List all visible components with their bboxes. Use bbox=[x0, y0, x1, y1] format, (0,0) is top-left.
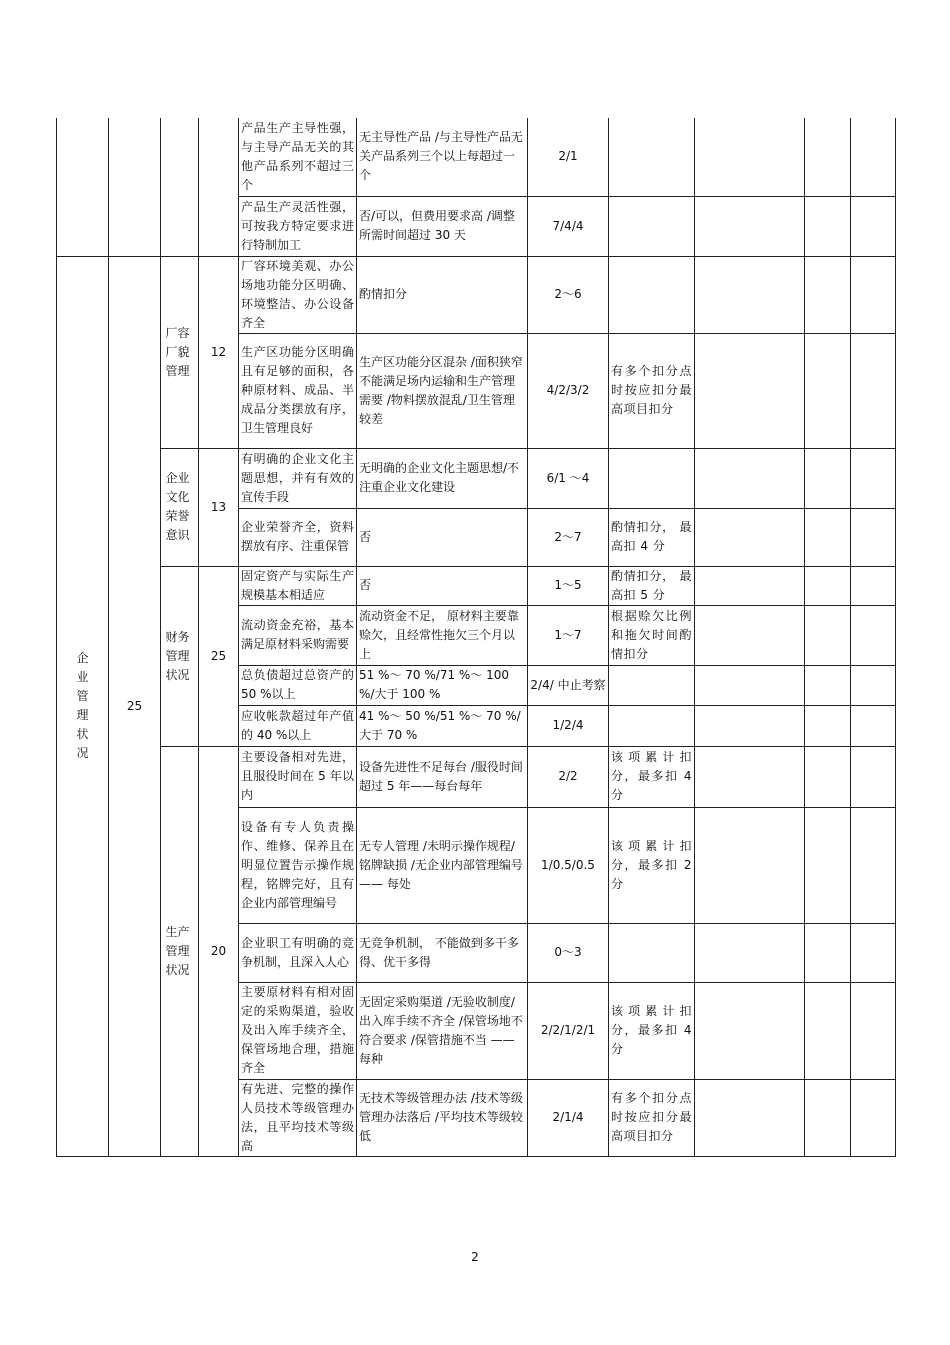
note-cell bbox=[609, 256, 695, 333]
deduction-cell: 设备先进性不足每台 /服役时间超过 5 年——每台每年 bbox=[357, 746, 528, 807]
standard-cell: 总负债超过总资产的 50 %以上 bbox=[239, 665, 357, 705]
empty-cell bbox=[851, 705, 896, 746]
empty-cell bbox=[851, 256, 896, 333]
standard-cell: 设备有专人负责操作、维修、保养且在明显位置告示操作规程，铭牌完好，且有企业内部管理编号 bbox=[239, 807, 357, 923]
empty-cell bbox=[695, 605, 805, 665]
standard-cell: 有明确的企业文化主题思想，并有有效的宣传手段 bbox=[239, 448, 357, 508]
empty-cell bbox=[109, 118, 161, 256]
empty-cell bbox=[851, 1079, 896, 1156]
empty-cell bbox=[199, 118, 239, 256]
deduction-cell: 否 bbox=[357, 566, 528, 605]
empty-cell bbox=[851, 508, 896, 566]
standard-cell: 厂容环境美观、办公场地功能分区明确、环境整洁、办公设备齐全 bbox=[239, 256, 357, 333]
group-name: 厂容厂貌管理 bbox=[165, 325, 190, 378]
points-cell: 1/2/4 bbox=[528, 705, 609, 746]
deduction-cell: 无主导性产品 /与主导性产品无关产品系列三个以上每超过一个 bbox=[357, 118, 528, 196]
standard-cell: 应收帐款超过年产值的 40 %以上 bbox=[239, 705, 357, 746]
standard-cell: 企业职工有明确的竞争机制，且深入人心 bbox=[239, 923, 357, 982]
empty-cell bbox=[805, 196, 851, 256]
note-cell: 根据赊欠比例和拖欠时间酌情扣分 bbox=[609, 605, 695, 665]
points-cell: 6/1 ～4 bbox=[528, 448, 609, 508]
deduction-cell: 无专人管理 /未明示操作规程/铭牌缺损 /无企业内部管理编号 —— 每处 bbox=[357, 807, 528, 923]
deduction-cell: 无固定采购渠道 /无验收制度/出入库手续不齐全 /保管场地不符合要求 /保管措施不当 —— 每种 bbox=[357, 982, 528, 1079]
note-cell bbox=[609, 196, 695, 256]
empty-cell bbox=[805, 1079, 851, 1156]
empty-cell bbox=[695, 448, 805, 508]
empty-cell bbox=[695, 196, 805, 256]
table-row bbox=[57, 448, 896, 508]
note-cell bbox=[609, 665, 695, 705]
empty-cell bbox=[695, 665, 805, 705]
deduction-cell: 无竞争机制， 不能做到多干多得、优干多得 bbox=[357, 923, 528, 982]
empty-cell bbox=[805, 705, 851, 746]
empty-cell bbox=[695, 333, 805, 448]
empty-cell bbox=[805, 746, 851, 807]
table-row bbox=[57, 256, 896, 333]
deduction-cell: 酌情扣分 bbox=[357, 256, 528, 333]
group-score: 20 bbox=[199, 746, 239, 1156]
standard-cell: 产品生产主导性强，与主导产品无关的其他产品系列不超过三个 bbox=[239, 118, 357, 196]
empty-cell bbox=[805, 333, 851, 448]
points-cell: 4/2/3/2 bbox=[528, 333, 609, 448]
note-cell: 酌情扣分， 最高扣 5 分 bbox=[609, 566, 695, 605]
empty-cell bbox=[805, 982, 851, 1079]
empty-cell bbox=[695, 705, 805, 746]
deduction-cell: 无明确的企业文化主题思想/不注重企业文化建设 bbox=[357, 448, 528, 508]
empty-cell bbox=[695, 982, 805, 1079]
empty-cell bbox=[851, 923, 896, 982]
group-name-cell bbox=[161, 746, 199, 1156]
empty-cell bbox=[695, 746, 805, 807]
points-cell: 7/4/4 bbox=[528, 196, 609, 256]
empty-cell bbox=[851, 982, 896, 1079]
points-cell: 1～7 bbox=[528, 605, 609, 665]
empty-cell bbox=[851, 605, 896, 665]
deduction-cell: 流动资金不足， 原材料主要靠赊欠，且经常性拖欠三个月以上 bbox=[357, 605, 528, 665]
empty-cell bbox=[805, 605, 851, 665]
empty-cell bbox=[161, 118, 199, 256]
group-name-cell bbox=[161, 256, 199, 448]
empty-cell bbox=[695, 256, 805, 333]
deduction-cell: 否 bbox=[357, 508, 528, 566]
category-label-cell bbox=[57, 256, 109, 1156]
table-row bbox=[57, 566, 896, 605]
points-cell: 2～6 bbox=[528, 256, 609, 333]
deduction-cell: 无技术等级管理办法 /技术等级管理办法落后 /平均技术等级较低 bbox=[357, 1079, 528, 1156]
note-cell: 有多个扣分点时按应扣分最高项目扣分 bbox=[609, 333, 695, 448]
category-score: 25 bbox=[109, 256, 161, 1156]
standard-cell: 主要原材料有相对固定的采购渠道，验收及出入库手续齐全，保管场地合理，措施齐全 bbox=[239, 982, 357, 1079]
standard-cell: 产品生产灵活性强，可按我方特定要求进行特制加工 bbox=[239, 196, 357, 256]
note-cell: 酌情扣分， 最高扣 4 分 bbox=[609, 508, 695, 566]
empty-cell bbox=[57, 118, 109, 256]
group-score: 13 bbox=[199, 448, 239, 566]
group-name-cell bbox=[161, 566, 199, 746]
points-cell: 2/1 bbox=[528, 118, 609, 196]
empty-cell bbox=[805, 923, 851, 982]
note-cell: 该项累计扣分，最多扣 2 分 bbox=[609, 807, 695, 923]
note-cell: 该项累计扣分，最多扣 4 分 bbox=[609, 746, 695, 807]
note-cell: 有多个扣分点时按应扣分最高项目扣分 bbox=[609, 1079, 695, 1156]
empty-cell bbox=[805, 118, 851, 196]
group-name-cell bbox=[161, 448, 199, 566]
standard-cell: 流动资金充裕，基本满足原材料采购需要 bbox=[239, 605, 357, 665]
points-cell: 1～5 bbox=[528, 566, 609, 605]
empty-cell bbox=[851, 746, 896, 807]
points-cell: 2/4/ 中止考察 bbox=[528, 665, 609, 705]
empty-cell bbox=[695, 566, 805, 605]
group-name: 企业文化荣誉意识 bbox=[165, 471, 190, 542]
empty-cell bbox=[805, 807, 851, 923]
note-cell: 该项累计扣分，最多扣 4 分 bbox=[609, 982, 695, 1079]
deduction-cell: 否/可以，但费用要求高 /调整所需时间超过 30 天 bbox=[357, 196, 528, 256]
deduction-cell: 41 %～ 50 %/51 %～ 70 %/大于 70 % bbox=[357, 705, 528, 746]
empty-cell bbox=[851, 448, 896, 508]
standard-cell: 企业荣誉齐全，资料摆放有序、注重保管 bbox=[239, 508, 357, 566]
empty-cell bbox=[851, 118, 896, 196]
standard-cell: 固定资产与实际生产规模基本相适应 bbox=[239, 566, 357, 605]
group-name: 生产管理状况 bbox=[165, 924, 190, 977]
points-cell: 2/2/1/2/1 bbox=[528, 982, 609, 1079]
points-cell: 2/2 bbox=[528, 746, 609, 807]
empty-cell bbox=[805, 566, 851, 605]
note-cell bbox=[609, 923, 695, 982]
standard-cell: 有先进、完整的操作人员技术等级管理办法，且平均技术等级高 bbox=[239, 1079, 357, 1156]
standard-cell: 主要设备相对先进，且服役时间在 5 年以内 bbox=[239, 746, 357, 807]
note-cell bbox=[609, 448, 695, 508]
points-cell: 2/1/4 bbox=[528, 1079, 609, 1156]
empty-cell bbox=[695, 1079, 805, 1156]
empty-cell bbox=[695, 508, 805, 566]
empty-cell bbox=[695, 923, 805, 982]
empty-cell bbox=[805, 448, 851, 508]
evaluation-table bbox=[56, 118, 896, 1157]
table-row bbox=[57, 118, 896, 196]
empty-cell bbox=[851, 333, 896, 448]
table-row bbox=[57, 746, 896, 807]
note-cell bbox=[609, 705, 695, 746]
points-cell: 1/0.5/0.5 bbox=[528, 807, 609, 923]
empty-cell bbox=[695, 118, 805, 196]
empty-cell bbox=[695, 807, 805, 923]
empty-cell bbox=[805, 256, 851, 333]
category-label: 企业管理状况 bbox=[76, 651, 89, 760]
deduction-cell: 生产区功能分区混杂 /面积狭窄不能满足场内运输和生产管理需要 /物料摆放混乱/卫生管理较差 bbox=[357, 333, 528, 448]
points-cell: 0～3 bbox=[528, 923, 609, 982]
group-score: 25 bbox=[199, 566, 239, 746]
empty-cell bbox=[851, 807, 896, 923]
empty-cell bbox=[851, 566, 896, 605]
empty-cell bbox=[851, 196, 896, 256]
standard-cell: 生产区功能分区明确且有足够的面积，各种原材料、成品、半成品分类摆放有序，卫生管理良好 bbox=[239, 333, 357, 448]
empty-cell bbox=[805, 665, 851, 705]
points-cell: 2～7 bbox=[528, 508, 609, 566]
deduction-cell: 51 %～ 70 %/71 %～ 100 %/大于 100 % bbox=[357, 665, 528, 705]
empty-cell bbox=[805, 508, 851, 566]
page-number: 2 bbox=[471, 1250, 479, 1264]
note-cell bbox=[609, 118, 695, 196]
group-name: 财务管理状况 bbox=[165, 629, 190, 682]
group-score: 12 bbox=[199, 256, 239, 448]
empty-cell bbox=[851, 665, 896, 705]
